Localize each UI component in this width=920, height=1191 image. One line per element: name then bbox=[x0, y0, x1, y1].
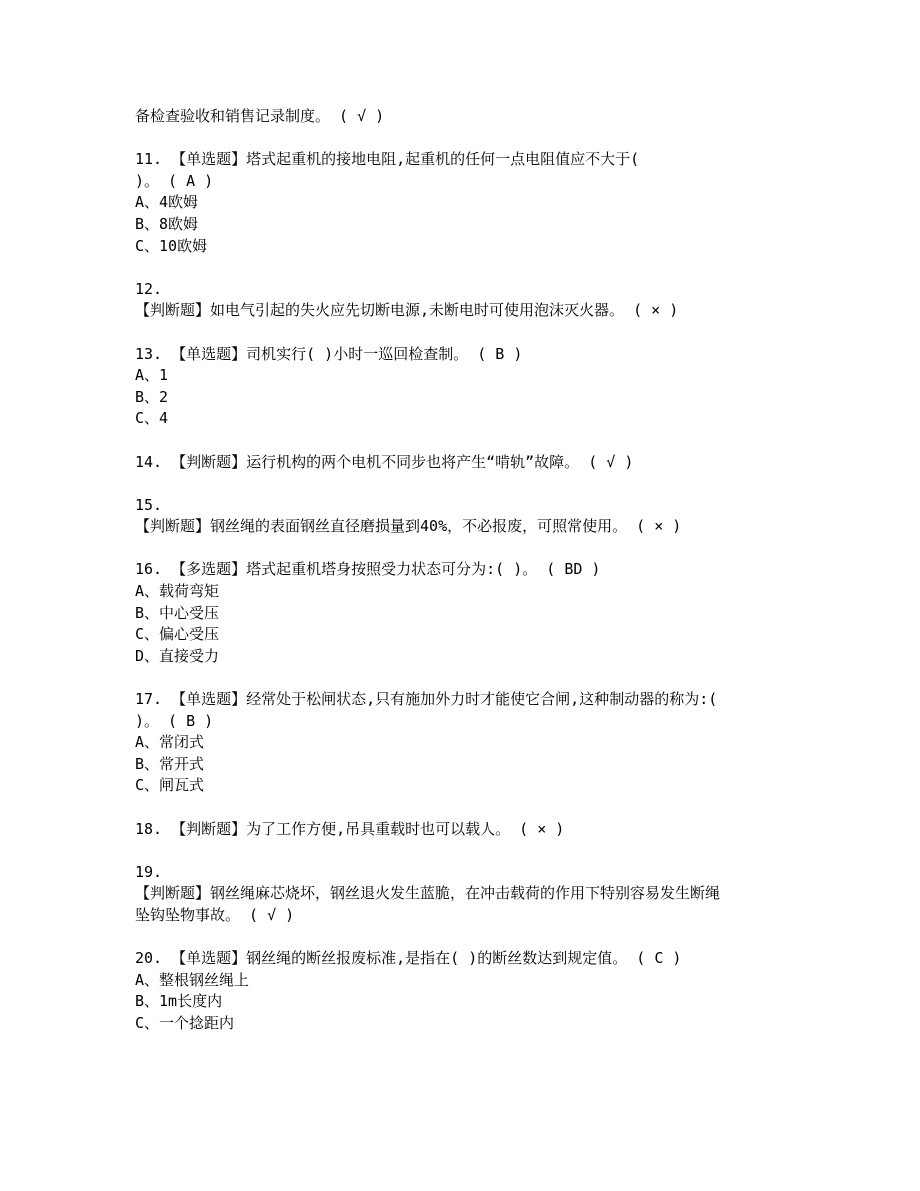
option-c: C、4 bbox=[135, 409, 169, 428]
option-b: B、8欧姆 bbox=[135, 214, 199, 233]
question-12-number: 12. bbox=[135, 279, 163, 298]
question-11: 11. 【单选题】塔式起重机的接地电阻,起重机的任何一点电阻值应不大于( bbox=[135, 150, 640, 169]
blank-line bbox=[135, 322, 795, 344]
question-13: 13. 【单选题】司机实行( )小时一巡回检查制。 ( B ) bbox=[135, 344, 523, 363]
option-b: B、常开式 bbox=[135, 754, 205, 773]
option-c: C、闸瓦式 bbox=[135, 776, 205, 795]
blank-line bbox=[135, 430, 795, 452]
answer-line: )。 ( B ) bbox=[135, 711, 214, 730]
blank-line bbox=[135, 927, 795, 949]
option-c: C、10欧姆 bbox=[135, 236, 208, 255]
question-19-number: 19. bbox=[135, 862, 163, 881]
question-19: 【判断题】钢丝绳麻芯烧坏，钢丝退火发生蓝脆，在冲击载荷的作用下特别容易发生断绳 bbox=[135, 884, 721, 903]
option-a: A、4欧姆 bbox=[135, 193, 199, 212]
blank-line bbox=[135, 128, 795, 150]
blank-line bbox=[135, 667, 795, 689]
question-15: 【判断题】钢丝绳的表面钢丝直径磨损量到40%，不必报废，可照常使用。 ( × ) bbox=[135, 517, 682, 536]
option-b: B、2 bbox=[135, 387, 169, 406]
option-a: A、常闭式 bbox=[135, 733, 205, 752]
blank-line bbox=[135, 257, 795, 279]
option-b: B、中心受压 bbox=[135, 603, 220, 622]
option-d: D、直接受力 bbox=[135, 646, 220, 665]
question-17: 17. 【单选题】经常处于松闸状态,只有施加外力时才能使它合闸,这种制动器的称为:( bbox=[135, 690, 718, 709]
blank-line bbox=[135, 538, 795, 560]
question-14: 14. 【判断题】运行机构的两个电机不同步也将产生“啃轨”故障。 ( √ ) bbox=[135, 452, 634, 471]
document-body bbox=[135, 106, 795, 1035]
answer-line: )。 ( A ) bbox=[135, 171, 214, 190]
option-a: A、载荷弯矩 bbox=[135, 582, 220, 601]
blank-line bbox=[135, 797, 795, 819]
question-18: 18. 【判断题】为了工作方便,吊具重载时也可以载人。 ( × ) bbox=[135, 819, 565, 838]
question-16: 16. 【多选题】塔式起重机塔身按照受力状态可分为:( )。 ( BD ) bbox=[135, 560, 601, 579]
question-15-number: 15. bbox=[135, 495, 163, 514]
question-12: 【判断题】如电气引起的失火应先切断电源,未断电时可使用泡沫灭火器。 ( × ) bbox=[135, 301, 679, 320]
option-c: C、一个捻距内 bbox=[135, 1013, 235, 1032]
question-19-continued: 坠钩坠物事故。 ( √ ) bbox=[135, 905, 295, 924]
option-a: A、整根钢丝绳上 bbox=[135, 970, 250, 989]
blank-line bbox=[135, 473, 795, 495]
option-b: B、1m长度内 bbox=[135, 992, 223, 1011]
text-line: 备检查验收和销售记录制度。 ( √ ) bbox=[135, 107, 385, 125]
question-20: 20. 【单选题】钢丝绳的断丝报废标准,是指在( )的断丝数达到规定值。 ( C ) bbox=[135, 949, 682, 968]
blank-line bbox=[135, 840, 795, 862]
option-a: A、1 bbox=[135, 366, 169, 385]
option-c: C、偏心受压 bbox=[135, 625, 220, 644]
